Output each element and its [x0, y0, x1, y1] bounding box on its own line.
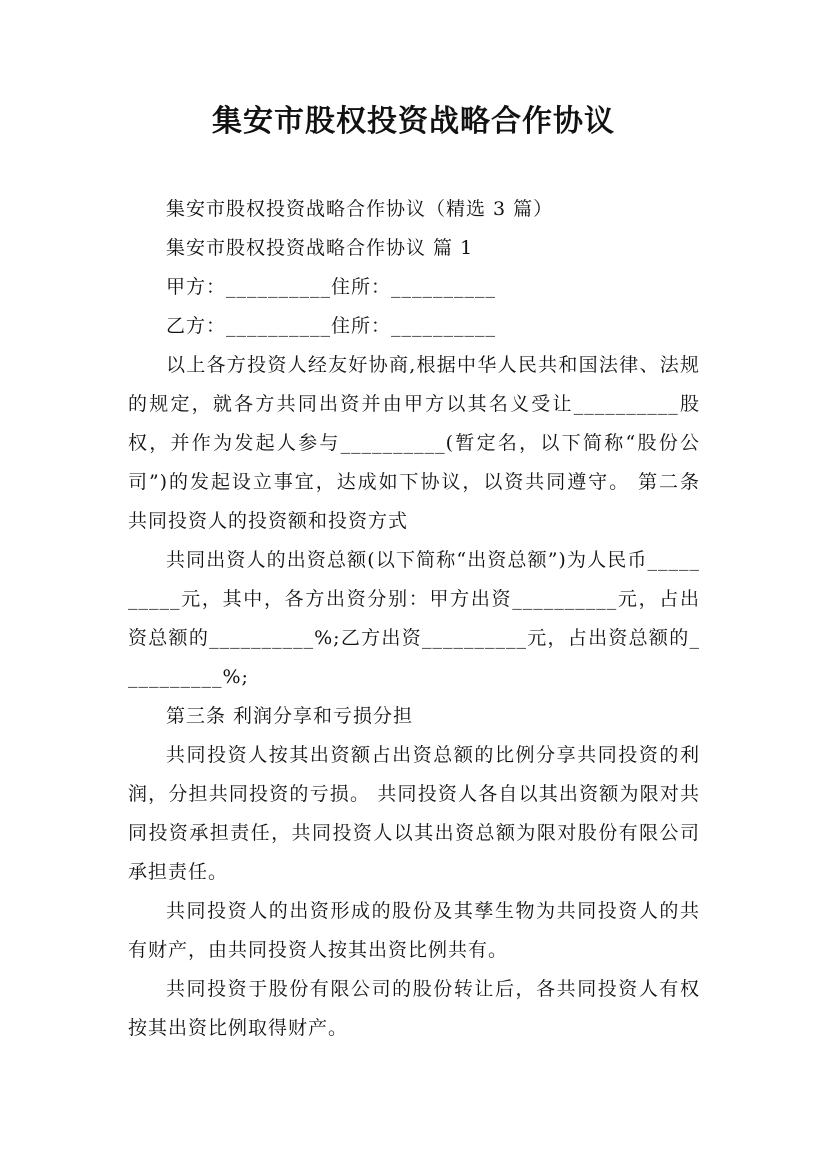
paragraph-preamble: 以上各方投资人经友好协商,根据中华人民共和国法律、法规的规定，就各方共同出资并由甲方以其名义受让__________股权，并作为发起人参与__________(暂定名，以下简称“股份公司”)的发起设立事宜，达成如下协议，以资共同遵守。 第二条 共同投资人的投资额和投资方式: [128, 354, 700, 532]
paragraph-subtitle: 集安市股权投资战略合作协议（精选 3 篇）: [166, 198, 554, 220]
paragraph-share-transfer: 共同投资于股份有限公司的股份转让后，各共同投资人有权按其出资比例取得财产。: [128, 978, 700, 1039]
paragraph-section-heading: 集安市股权投资战略合作协议 篇 1: [166, 237, 474, 259]
paragraph-investment-amount: 共同出资人的出资总额(以下简称“出资总额”)为人民币__________元，其中，各方出资分别：甲方出资__________元，占出资总额的__________%;乙方出资__________元，占出资总额的__________%;: [128, 549, 700, 688]
paragraph-party-b: 乙方：__________住所：__________: [166, 315, 497, 337]
paragraph-party-a: 甲方：__________住所：__________: [166, 276, 497, 298]
paragraph-shared-property: 共同投资人的出资形成的股份及其孳生物为共同投资人的共有财产，由共同投资人按其出资比例共有。: [128, 900, 700, 961]
document-title: 集安市股权投资战略合作协议: [212, 104, 615, 139]
paragraph-profit-sharing: 共同投资人按其出资额占出资总额的比例分享共同投资的利润，分担共同投资的亏损。 共同投资人各自以其出资额为限对共同投资承担责任，共同投资人以其出资总额为限对股份有限公司承担责任。: [128, 744, 700, 883]
paragraph-article-3-heading: 第三条 利润分享和亏损分担: [166, 705, 414, 727]
document-body: [128, 190, 700, 1048]
